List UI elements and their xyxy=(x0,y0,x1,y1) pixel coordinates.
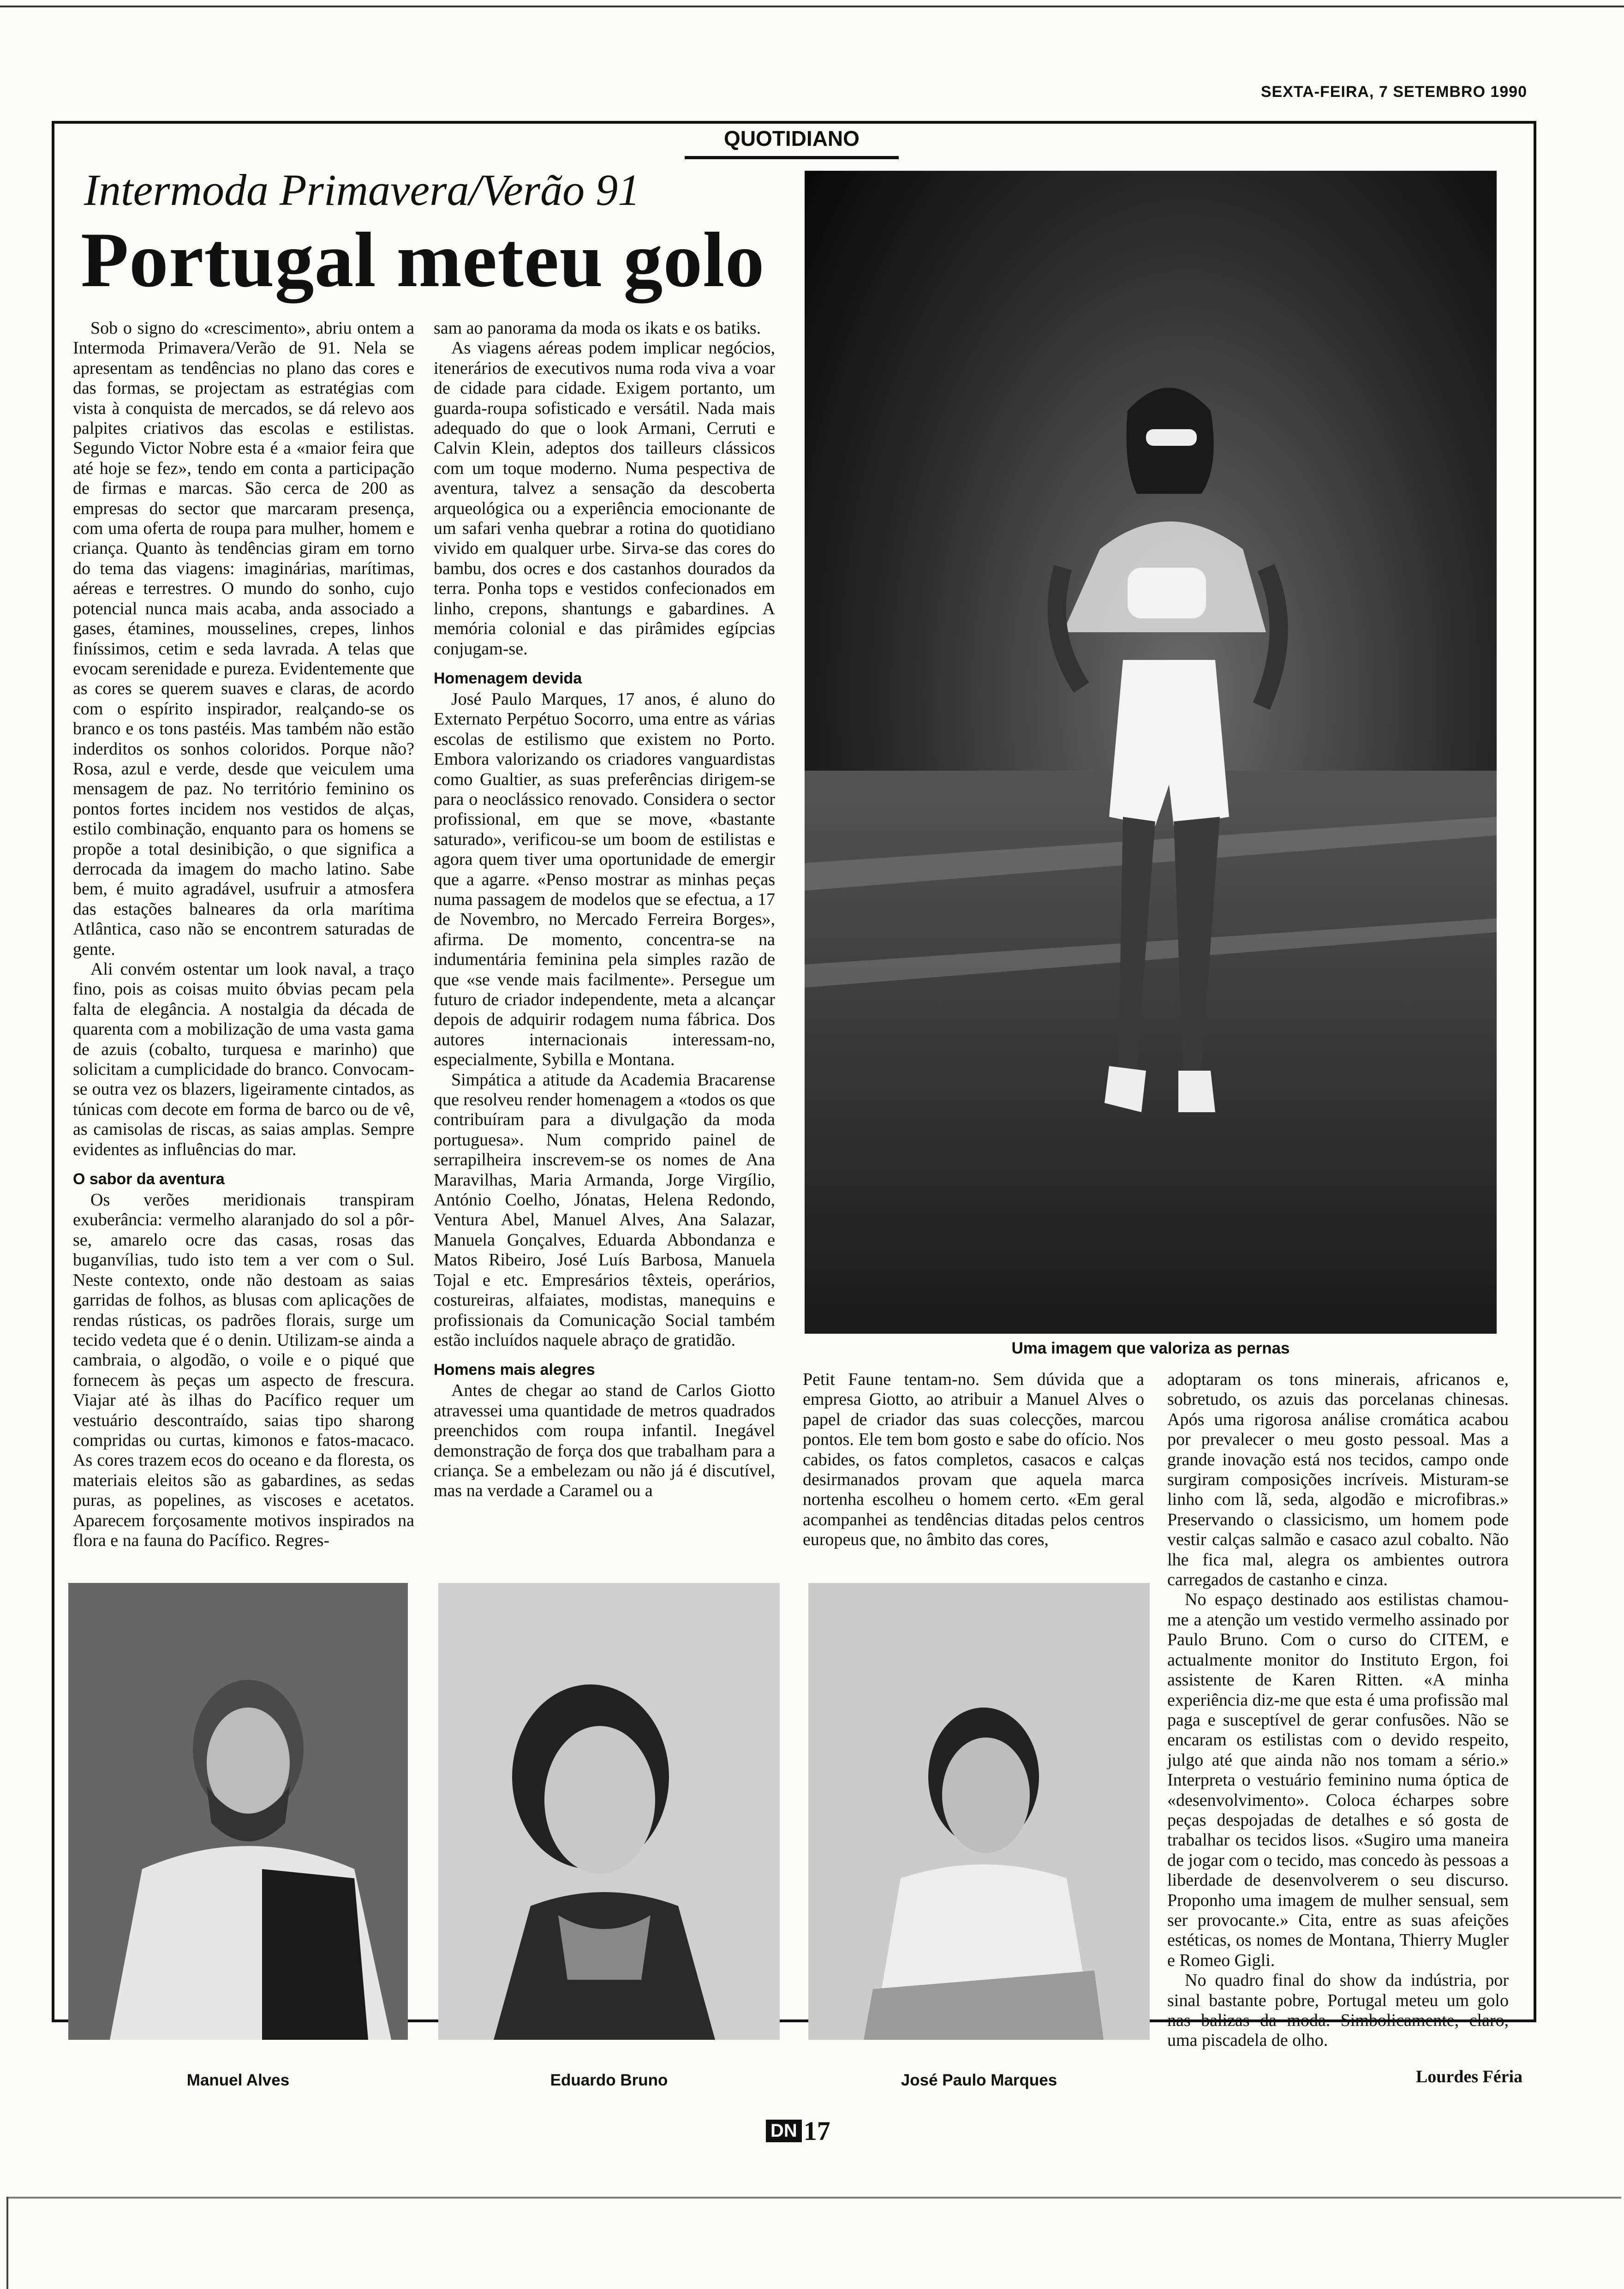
scan-edge-line xyxy=(6,2197,1621,2199)
portrait-3-caption: José Paulo Marques xyxy=(901,2071,1057,2089)
paragraph: Os verões meridionais transpiram exuberância: vermelho alaranjado do sol a pôr-se, amarelo ocre das casas, rosas das buganvílias, tudo isto tem a ver com o Sul. Neste contexto, onde não destoam as saias garridas de folhos, as blusas com aplicações de rendas rústicas, os padrões florais, surge um tecido vedeta que é o denin. Utilizam-se ainda a cambraia, o algodão, o voile e o piqué que fornecem às peças um aspecto de frescura. Viajar até às ilhas do Pacífico requer um vestuário descontraído, saias tipo sharong compridas ou curtas, kimonos e fatos-macaco. As cores trazem ecos do oceano e da floresta, os materiais eleitos são as gabardines, as sedas puras, as popelines, as viscoses e acetatos. Aparecem forçosamente motivos inspirados na flora e na fauna do Pacífico. Regres- xyxy=(73,1190,414,1550)
subheading: O sabor da aventura xyxy=(73,1170,225,1188)
kicker: Intermoda Primavera/Verão 91 xyxy=(84,165,640,215)
top-rule xyxy=(0,6,1624,7)
section-label-box xyxy=(685,124,899,159)
paragraph: sam ao panorama da moda os ikats e os batiks. xyxy=(434,318,761,338)
paragraph: Sob o signo do «crescimento», abriu ontem a Intermoda Primavera/Verão de 91. Nela se apresentam as tendências no plano das cores e das formas, se projectam as estratégias com vista à conquista de mercados, se dá relevo aos palpites criativos das escolas e estilistas. Segundo Victor Nobre esta é a «maior feira que até hoje se fez», tendo em conta a participação de firmas e marcas. São cerca de 200 as empresas do sector que marcaram presença, com uma oferta de roupa para mulher, homem e criança. Quanto às tendências giram em torno do tema das viagens: imaginárias, marítimas, aéreas e terrestres. O mundo do sonho, cujo potencial nunca mais acaba, anda associado a gases, étamines, mousselines, crepes, linhos finíssimos, cetim e seda lavrada. A telas que evocam serenidade e pureza. Evidentemente que as cores se querem suaves e claras, de acordo com o espírito inspirador, realçando-se os branco e os tons pastéis. Mas também não estão inderditos os sonhos coloridos. Porque não? Rosa, azul e verde, desde que veiculem uma mensagem de paz. No território feminino os pontos fortes incidem nos vestidos de alças, estilo combinação, enquanto para os homens se propõe a total desinibição, o que significa a derrocada da imagem do macho latino. Sabe bem, é muito agradável, usufruir a atmosfera das estações balneares da orla marítima Atlântica, caso não se encontrem saturadas de gente. xyxy=(73,318,414,959)
article-column-3 xyxy=(803,1370,1144,1564)
subheading: Homenagem devida xyxy=(434,669,582,687)
runway-model-image xyxy=(805,171,1497,1334)
portrait-1-caption: Manuel Alves xyxy=(186,2071,290,2089)
article-column-1 xyxy=(73,318,414,1574)
paragraph: Petit Faune tentam-no. Sem dúvida que a empresa Giotto, ao atribuir a Manuel Alves o papel de criador das suas colecções, marcou pontos. Ele tem bom gosto e sabe do ofício. Nos cabides, os fatos completos, casacos e calças desirmanados provam que aquela marca nortenha escolheu o homem certo. «Em geral acompanhei as tendências ditadas pelos centros europeus que, no âmbito das cores, xyxy=(803,1370,1144,1550)
portrait-2-caption: Eduardo Bruno xyxy=(550,2071,668,2089)
paragraph: As viagens aéreas podem implicar negócios, itenerários de executivos numa roda viva a voar de cidade para cidade. Exigem portanto, um guarda-roupa sofisticado e versátil. Nada mais adequado do que o look Armani, Cerruti e Calvin Klein, adeptos dos tailleurs clássicos com um toque moderno. Numa pespectiva de aventura, talvez a sensação da descoberta arqueológica ou a experiência emocionante de um safari venha quebrar a rotina do quotidiano vivido em qualquer urbe. Sirva-se das cores do bambu, dos ocres e dos castanhos dourados da terra. Ponha tops e vestidos confecionados em linho, crepons, shantungs e gabardines. A memória colonial e das pirâmides egípcias conjugam-se. xyxy=(434,338,775,659)
portrait-eduardo-bruno xyxy=(438,1583,780,2040)
subheading: Homens mais alegres xyxy=(434,1361,595,1379)
main-photo-caption: Uma imagem que valoriza as pernas xyxy=(1011,1339,1290,1357)
paragraph: Ali convém ostentar um look naval, a traço fino, pois as coisas muito óbvias pecam pela falta de elegância. A nostalgia da década de quarenta com a mobilização de uma vasta gama de azuis (cobalto, turquesa e marinho) que solicitam a cumplicidade do branco. Convocam-se outra vez os blazers, ligeiramente cintados, as túnicas com decote em forma de barco ou de vê, as camisolas de riscas, as saias amplas. Sempre evidentes as influências do mar. xyxy=(73,959,414,1159)
portrait-manuel-alves xyxy=(68,1583,408,2040)
paragraph: Simpática a atitude da Academia Bracarense que resolveu render homenagem a «todos os que contribuíram para a divulgação da moda portuguesa». Num comprido painel de serrapilheira inscrevem-se os nomes de Ana Maravilhas, Maria Armanda, Jorge Virgílio, António Coelho, Jónatas, Helena Redondo, Ventura Abel, Manuel Alves, Ana Salazar, Manuela Gonçalves, Eduarda Abbondanza e Matos Ribeiro, José Luís Barbosa, Manuela Tojal e etc. Empresários têxteis, operários, costureiras, alfaiates, modistas, manequins e profissionais da Comunicação Social também estão incluídos naquele abraço de gratidão. xyxy=(434,1070,775,1350)
portrait-jose-paulo-marques xyxy=(808,1583,1150,2040)
paragraph: José Paulo Marques, 17 anos, é aluno do Externato Perpétuo Socorro, uma entre as várias escolas de estilismo que existem no Porto. Embora valorizando os criadores vanguardistas como Gualtier, as suas preferências dirigem-se para o neoclássico renovado. Considera o sector profissional, em que se move, «bastante saturado», verificou-se um boom de estilistas e agora quem tiver uma oportunidade de emergir que a agarre. «Penso mostrar as minhas peças numa passagem de modelos que se efectua, a 17 de Novembro, no Mercado Ferreira Borges», afirma. De momento, concentra-se na indumentária feminina pela simples razão de que «se vende mais facilmente». Persegue um futuro de criador independente, meta a alcançar depois de adquirir rodagem numa fábrica. Dos autores internacionais interessam-no, especialmente, Sybilla e Montana. xyxy=(434,689,775,1070)
author-byline: Lourdes Féria xyxy=(1415,2067,1522,2086)
paragraph: Antes de chegar ao stand de Carlos Giotto atravessei uma quantidade de metros quadrados preenchidos com roupa infantil. Inegável demonstração de força dos que trabalham para a criança. Se a embelezam ou não já é discutível, mas na verdade a Caramel ou a xyxy=(434,1381,775,1501)
page-number: 17 xyxy=(803,2116,830,2146)
article-column-2 xyxy=(434,318,775,1574)
section-label: QUOTIDIANO xyxy=(724,126,860,150)
portrait-image xyxy=(808,1583,1150,2040)
scan-edge-line-left xyxy=(6,2197,8,2289)
issue-date: SEXTA-FEIRA, 7 SETEMBRO 1990 xyxy=(1260,83,1527,101)
page-footer xyxy=(766,2115,830,2146)
main-photo xyxy=(805,171,1497,1334)
newspaper-logo: DN xyxy=(766,2120,802,2142)
article-column-4 xyxy=(1167,1370,1509,2050)
paragraph: No espaço destinado aos estilistas chamou-me a atenção um vestido vermelho assinado por Paulo Bruno. Com o curso do CITEM, e actualmente monitor do Instituto Ergon, foi assistente de Karen Ritten. «A minha experiência diz-me que esta é uma profissão mal paga e susceptível de gerar confusões. Não se encaram os estilistas com o devido respeito, julgo até que ainda não nos tomam a sério.» Interpreta o vestuário feminino numa óptica de «desenvolvimento». Coloca écharpes sobre peças despojadas de detalhes e só gosta de trabalhar os tecidos lisos. «Sugiro uma maneira de jogar com o tecido, mas concedo às pessoas a liberdade de desenvolverem o seu discurso. Proponho uma imagem de mulher sensual, sem ser provocante.» Cita, entre as suas afeições estéticas, os nomes de Montana, Thierry Mugler e Romeo Gigli. xyxy=(1167,1590,1509,1970)
portrait-image xyxy=(438,1583,780,2040)
paragraph: adoptaram os tons minerais, africanos e, sobretudo, os azuis das porcelanas chinesas. Após uma rigorosa análise cromática acabou por prevalecer o meu gosto pessoal. Mas a grande inovação está nos tecidos, campo onde surgiram composições incríveis. Misturam-se linho com lã, seda, algodão e microfibras.» Preservando o classicismo, um homem pode vestir calças salmão e casaco azul cobalto. Não lhe fica mal, alegra os ambientes outrora carregados de castanho e cinza. xyxy=(1167,1370,1509,1590)
headline: Portugal meteu golo xyxy=(81,216,765,303)
portrait-image xyxy=(68,1583,408,2040)
paragraph: No quadro final do show da indústria, por sinal bastante pobre, Portugal meteu um golo nas balizas da moda. Simbolicamente, claro, uma piscadela de olho. xyxy=(1167,1971,1509,2050)
